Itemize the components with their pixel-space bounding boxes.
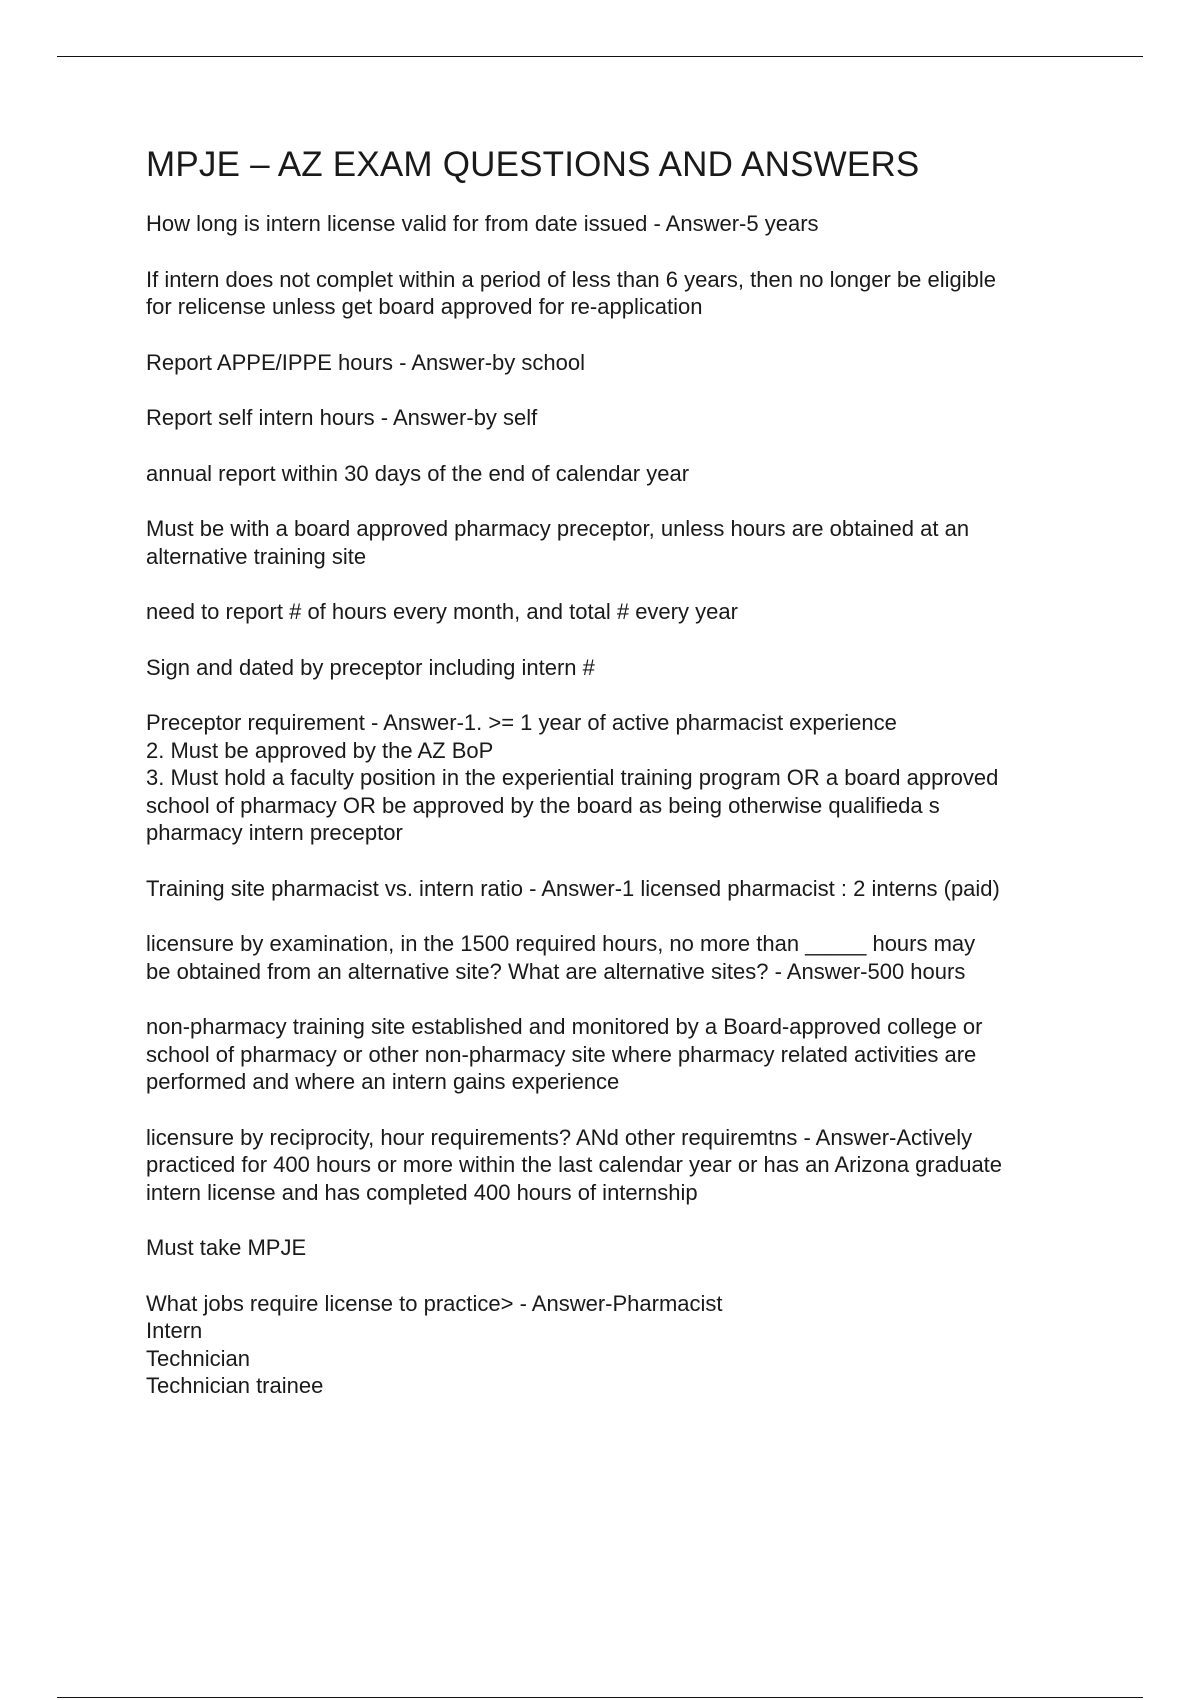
qa-list [146, 210, 1106, 1400]
qa-entry-line: school of pharmacy or other non-pharmacy site where pharmacy related activities are [146, 1041, 977, 1067]
qa-entry-line: Report APPE/IPPE hours - Answer-by school [146, 349, 585, 375]
qa-entry [146, 460, 1106, 488]
qa-entry-line: Must be with a board approved pharmacy preceptor, unless hours are obtained at an [146, 516, 970, 541]
qa-entry-line: 3. Must hold a faculty position in the experiential training program OR a board approved [146, 765, 999, 790]
qa-entry [146, 1234, 1106, 1262]
qa-entry [146, 349, 1106, 377]
qa-entry-line: Training site pharmacist vs. intern ratio - Answer-1 licensed pharmacist : 2 interns (paid) [146, 875, 1000, 901]
qa-entry [146, 1290, 1106, 1400]
qa-entry-line: school of pharmacy OR be approved by the board as being otherwise qualifieda s [146, 792, 940, 818]
qa-entry-line: How long is intern license valid for from date issued - Answer-5 years [146, 211, 819, 236]
qa-entry-line: Sign and dated by preceptor including intern # [146, 654, 595, 680]
qa-entry-line: Preceptor requirement - Answer-1. >= 1 year of active pharmacist experience [146, 710, 897, 735]
qa-entry-line: non-pharmacy training site established and monitored by a Board-approved college or [146, 1014, 983, 1039]
qa-entry-line: intern license and has completed 400 hours of internship [146, 1179, 698, 1205]
qa-entry-line: licensure by reciprocity, hour requirements? ANd other requiremtns - Answer-Actively [146, 1124, 973, 1150]
qa-entry [146, 875, 1106, 903]
qa-entry-line: If intern does not complet within a period of less than 6 years, then no longer be eligible [146, 266, 996, 292]
qa-entry-line: Must take MPJE [146, 1235, 307, 1260]
qa-entry-line: pharmacy intern preceptor [146, 820, 403, 845]
qa-entry-line: Intern [146, 1318, 203, 1343]
qa-entry-line: 2. Must be approved by the AZ BoP [146, 737, 494, 763]
qa-entry-line: need to report # of hours every month, and total # every year [146, 599, 738, 624]
qa-entry-line: Report self intern hours - Answer-by self [146, 405, 538, 430]
qa-entry-line: alternative training site [146, 543, 367, 569]
qa-entry-line: annual report within 30 days of the end of calendar year [146, 460, 690, 486]
qa-entry-line: Technician [146, 1345, 250, 1371]
bottom-divider [57, 1697, 1143, 1698]
document-body [146, 142, 1106, 1428]
qa-entry-line: be obtained from an alternative site? What are alternative sites? - Answer-500 hours [146, 958, 966, 984]
qa-entry [146, 1124, 1106, 1207]
qa-entry [146, 654, 1106, 682]
qa-entry [146, 404, 1106, 432]
qa-entry [146, 930, 1106, 985]
qa-entry [146, 515, 1106, 570]
qa-entry-line: What jobs require license to practice> - Answer-Pharmacist [146, 1290, 723, 1316]
qa-entry [146, 1013, 1106, 1096]
qa-entry [146, 598, 1106, 626]
qa-entry-line: practiced for 400 hours or more within the last calendar year or has an Arizona graduate [146, 1152, 1003, 1177]
qa-entry [146, 709, 1106, 847]
top-divider [57, 56, 1143, 57]
qa-entry [146, 210, 1106, 238]
document-title: MPJE – AZ EXAM QUESTIONS AND ANSWERS [146, 145, 920, 184]
qa-entry [146, 266, 1106, 321]
qa-entry-line: for relicense unless get board approved for re-application [146, 294, 703, 319]
qa-entry-line: licensure by examination, in the 1500 required hours, no more than _____ hours may [146, 931, 976, 956]
qa-entry-line: performed and where an intern gains experience [146, 1069, 620, 1094]
qa-entry-line: Technician trainee [146, 1373, 324, 1398]
